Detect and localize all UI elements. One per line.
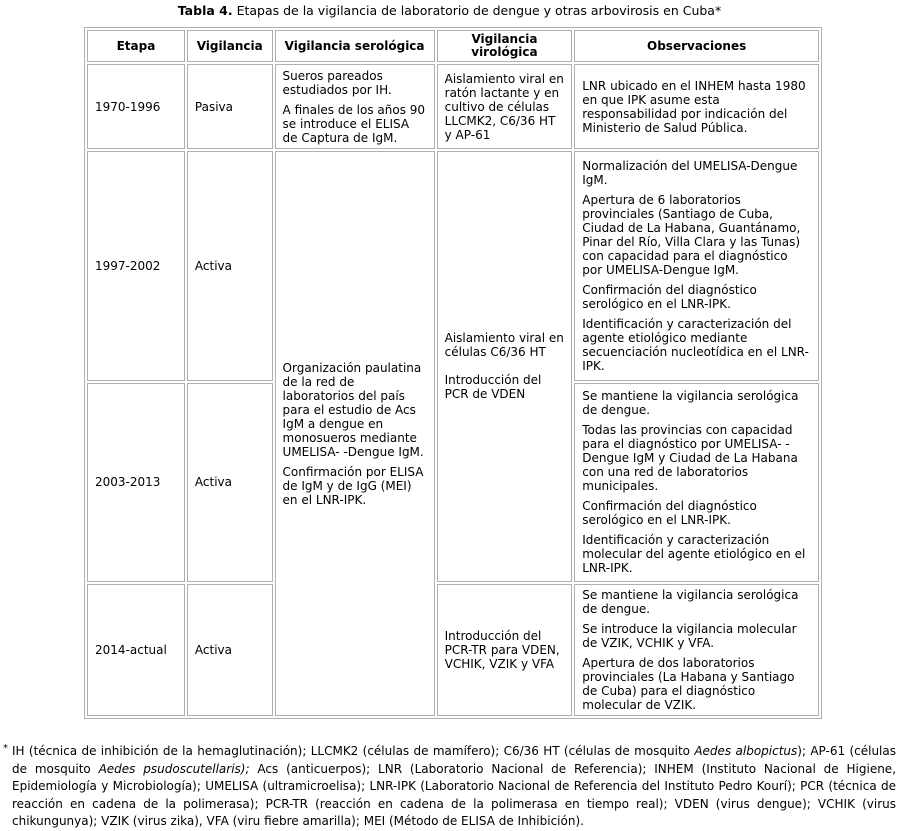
- header-observaciones: Observaciones: [574, 30, 819, 62]
- observacion-line: Normalización del UMELISA-Dengue IgM.: [582, 158, 798, 187]
- observacion-line: LNR ubicado en el INHEM hasta 1980 en que IPK asume esta responsabilidad por indicación del Ministerio de Salud Pública.: [582, 78, 806, 135]
- cell-serologica: [275, 64, 435, 149]
- serologica-line: Sueros pareados estudiados por IH.: [282, 68, 392, 97]
- serologica-line: Organización paulatina de la red de laboratorios del país para el estudio de Acs IgM a dengue en monosueros mediante UMELISA- -Dengue IgM.: [282, 360, 424, 459]
- cell-virologica: [437, 584, 573, 716]
- cell-vigilancia: Activa: [187, 151, 273, 380]
- cell-virologica: [437, 64, 573, 149]
- surveillance-table: [84, 27, 822, 719]
- caption-label: Tabla 4.: [177, 3, 233, 18]
- serologica-line: Confirmación por ELISA de IgM y de IgG (MEI) en el LNR-IPK.: [282, 464, 424, 507]
- cell-observaciones: [574, 383, 819, 582]
- caption-text: Etapas de la vigilancia de laboratorio de dengue y otras arbovirosis en Cuba*: [232, 3, 722, 18]
- observacion-line: Apertura de dos laboratorios provinciales (La Habana y Santiago de Cuba) para el diagnóstico molecular de VZIK.: [582, 655, 795, 712]
- observacion-line: Todas las provincias con capacidad para el diagnóstico por UMELISA- -Dengue IgM y Ciudad de La Habana con una red de laboratorios municipales.: [582, 423, 798, 494]
- cell-observaciones: [574, 64, 819, 149]
- cell-observaciones: [574, 584, 819, 716]
- footnote-species: Aedes albopictus: [694, 744, 798, 758]
- footnote-part: Acs (anticuerpos); LNR (Laboratorio Nacional de Referencia); INHEM (Instituto Nacional de Higiene, Epidemiología y Microbiología); UMELISA (ultramicroelisa); LNR-IPK (Laboratorio Nacional de Referencia del Instituto Pedro Kourí); PCR (técnica de reacción en cadena de la polimerasa); PCR-TR (reacción en cadena de la polimerasa en tiempo real); VDEN (virus dengue); VCHIK (virus chikungunya); VZIK (virus zika), VFA (viru fiebre amarilla); MEI (Método de ELISA de Inhibición).: [12, 761, 897, 828]
- observacion-line: Se mantiene la vigilancia serológica de dengue.: [582, 587, 799, 616]
- footnote: [3, 743, 896, 831]
- cell-virologica-merged: [437, 151, 573, 581]
- table-caption: [0, 3, 899, 18]
- cell-vigilancia: Pasiva: [187, 64, 273, 149]
- observacion-line: Se mantiene la vigilancia serológica de dengue.: [582, 389, 799, 418]
- cell-etapa: 2003-2013: [87, 383, 185, 582]
- footnote-mark: *: [3, 743, 8, 754]
- cell-vigilancia: Activa: [187, 383, 273, 582]
- cell-etapa: 2014-actual: [87, 584, 185, 716]
- observacion-line: Apertura de 6 laboratorios provinciales (Santiago de Cuba, Ciudad de La Habana, Guantánamo, Pinar del Río, Villa Clara y las Tunas) con capacidad para el diagnóstico por UMELISA-Dengue IgM.: [582, 192, 801, 277]
- cell-etapa: 1997-2002: [87, 151, 185, 380]
- virologica-line: Aislamiento viral en ratón lactante y en cultivo de células LLCMK2, C6/36 HT y AP-61: [444, 71, 564, 142]
- virologica-line: Introducción del PCR-TR para VDEN, VCHIK, VZIK y VFA: [444, 628, 560, 671]
- observacion-line: Se introduce la vigilancia molecular de VZIK, VCHIK y VFA.: [582, 621, 797, 650]
- cell-observaciones: [574, 151, 819, 380]
- footnote-part: ); AP-61 (células de mosquito: [12, 744, 896, 776]
- footnote-text: [12, 743, 896, 831]
- header-etapa: Etapa: [87, 30, 185, 62]
- serologica-line: A finales de los años 90 se introduce el ELISA de Captura de IgM.: [282, 102, 426, 145]
- observacion-line: Confirmación del diagnóstico serológico en el LNR-IPK.: [582, 282, 757, 311]
- observacion-line: Confirmación del diagnóstico serológico en el LNR-IPK.: [582, 499, 757, 528]
- virologica-line: Aislamiento viral en células C6/36 HT: [444, 331, 564, 360]
- footnote-species: Aedes psudoscutellaris);: [98, 761, 250, 776]
- header-row: [87, 30, 819, 62]
- header-virologica: Vigilancia virológica: [437, 30, 573, 62]
- header-vigilancia: Vigilancia: [187, 30, 273, 62]
- footnote-part: IH (técnica de inhibición de la hemaglutinación); LLCMK2 (células de mamífero); C6/36 HT (células de mosquito: [12, 744, 695, 758]
- virologica-line: Introducción del PCR de VDEN: [444, 373, 542, 402]
- cell-etapa: 1970-1996: [87, 64, 185, 149]
- observacion-line: Identificación y caracterización del agente etiológico mediante secuenciación nucleotídica en el LNR-IPK.: [582, 316, 809, 373]
- table-row: [87, 151, 819, 380]
- cell-vigilancia: Activa: [187, 584, 273, 716]
- header-serologica: Vigilancia serológica: [275, 30, 435, 62]
- cell-serologica-merged: [275, 151, 435, 716]
- table-row: [87, 584, 819, 716]
- table-row: [87, 64, 819, 149]
- observacion-line: Identificación y caracterización molecular del agente etiológico en el LNR-IPK.: [582, 533, 806, 576]
